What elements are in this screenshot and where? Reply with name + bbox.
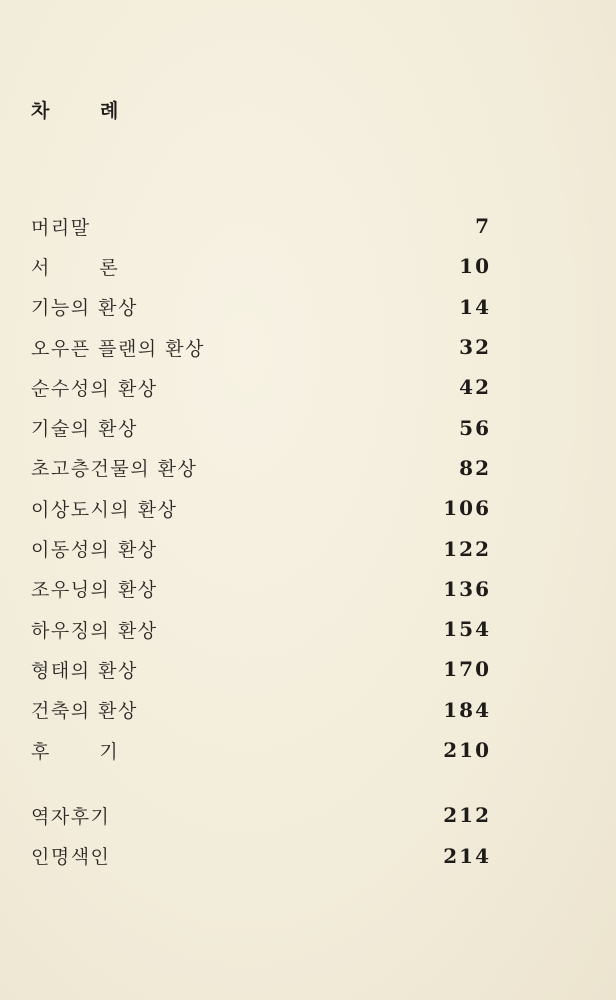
toc-entry bbox=[31, 287, 491, 327]
toc-entry-page: 56 bbox=[459, 415, 491, 440]
toc-entry-label: 기술의 환상 bbox=[31, 418, 138, 441]
toc-entry-page: 184 bbox=[443, 697, 491, 722]
toc-entry-label: 서 론 bbox=[31, 256, 140, 279]
toc-entry-label: 형태의 환상 bbox=[31, 659, 138, 682]
toc-entry bbox=[31, 730, 491, 770]
toc-entry-label: 순수성의 환상 bbox=[31, 377, 158, 400]
toc-entry-page: 106 bbox=[443, 496, 491, 521]
toc-entry-page: 122 bbox=[443, 536, 491, 561]
toc-entry-label: 하우징의 환상 bbox=[31, 619, 158, 642]
toc-entry-label: 기능의 환상 bbox=[31, 297, 138, 320]
toc-entry-label: 조우닝의 환상 bbox=[31, 579, 158, 602]
section-gap bbox=[31, 770, 491, 795]
toc-entry-label: 이상도시의 환상 bbox=[31, 498, 178, 521]
toc-entry bbox=[31, 246, 491, 286]
toc-entry bbox=[31, 528, 491, 568]
toc-entry-label: 초고층건물의 환상 bbox=[31, 458, 198, 481]
toc-entry bbox=[31, 448, 491, 488]
toc-entry bbox=[31, 609, 491, 649]
toc-entry-page: 14 bbox=[459, 294, 491, 319]
toc-entry bbox=[31, 367, 491, 407]
toc-entry-page: 7 bbox=[475, 214, 491, 239]
toc-entry-page: 210 bbox=[443, 738, 491, 762]
toc-entry-label: 머리말 bbox=[31, 216, 91, 239]
toc-entry-label: 역자후기 bbox=[31, 805, 111, 828]
toc-entry-page: 82 bbox=[459, 455, 491, 480]
toc-entry bbox=[31, 327, 491, 367]
table-of-contents bbox=[31, 206, 491, 876]
toc-entry-label: 인명색인 bbox=[31, 846, 111, 869]
toc-entry-page: 32 bbox=[459, 335, 491, 360]
toc-entry-page: 212 bbox=[443, 803, 491, 828]
toc-entry bbox=[31, 488, 491, 528]
toc-entry bbox=[31, 649, 491, 689]
page-title: 차 례 bbox=[31, 100, 141, 122]
toc-entry-label: 이동성의 환상 bbox=[31, 539, 158, 562]
toc-entry-label: 건축의 환상 bbox=[31, 700, 138, 723]
toc-appendix-entry bbox=[31, 835, 491, 875]
toc-entry bbox=[31, 206, 491, 246]
toc-entry-page: 136 bbox=[443, 576, 491, 601]
toc-entry-label: 오우픈 플랜의 환상 bbox=[31, 337, 205, 360]
toc-appendix-entry bbox=[31, 795, 491, 835]
toc-entry bbox=[31, 569, 491, 609]
toc-entry bbox=[31, 407, 491, 447]
toc-entry-label: 후 기 bbox=[31, 740, 140, 763]
toc-entry-page: 170 bbox=[443, 657, 491, 682]
toc-entry-page: 10 bbox=[459, 254, 491, 279]
toc-entry-page: 42 bbox=[459, 375, 491, 400]
toc-entry-page: 214 bbox=[443, 843, 491, 868]
toc-entry-page: 154 bbox=[443, 617, 491, 642]
toc-entry bbox=[31, 690, 491, 730]
